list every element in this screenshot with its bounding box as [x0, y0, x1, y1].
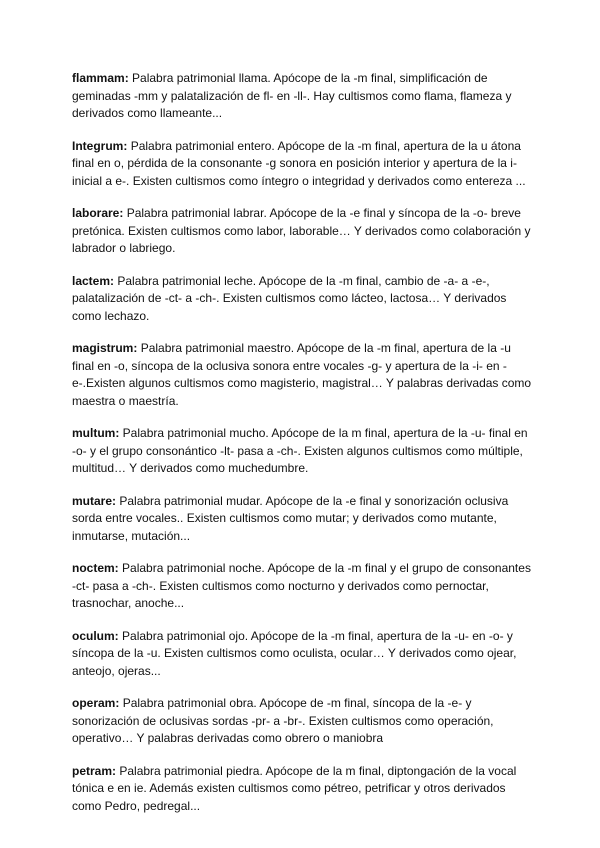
entry-lactem [72, 273, 532, 326]
entry-text: Palabra patrimonial maestro. Apócope de la -m final, apertura de la -u final en -o, síncopa de la oclusiva sonora entre vocales -g- y apertura de la -i- en -e-.Existen algunos cultismos como magisterio, magistral… Y palabras derivadas como maestra o maestría. [72, 341, 532, 408]
entry-laborare [72, 205, 532, 258]
entry-text: Palabra patrimonial mudar. Apócope de la -e final y sonorización oclusiva sorda entre vocales.. Existen cultismos como mutar; y derivados como mutante, inmutarse, mutación... [72, 493, 509, 543]
entry-text: Palabra patrimonial leche. Apócope de la -m final, cambio de -a- a -e-, palatalización de -ct- a -ch-. Existen cultismos como lácteo, lactosa… Y derivados como lechazo. [72, 273, 507, 323]
entry-term: mutare: [72, 493, 117, 508]
entry-term: lactem: [72, 273, 115, 288]
entry-term: operam: [72, 696, 120, 710]
entry-term: noctem: [72, 561, 119, 575]
entry-term: multum: [72, 426, 120, 440]
entry-multum [72, 425, 532, 478]
entry-flammam [72, 70, 532, 123]
entry-magistrum [72, 340, 532, 410]
entry-text: Palabra patrimonial obra. Apócope de -m final, síncopa de la -e- y sonorización de oclusivas sordas -pr- a -br-. Existen cultismos como operación, operativo… Y palabras derivadas como obrero o maniobra [72, 696, 494, 745]
entry-term: petram: [72, 763, 117, 778]
entry-oculum [72, 628, 532, 681]
entry-integrum [72, 138, 532, 191]
entry-text: Palabra patrimonial llama. Apócope de la -m final, simplificación de geminadas -mm y palatalización de fl- en -ll-. Hay cultismos como flama, flameza y derivados como llameante... [72, 71, 512, 120]
entry-term: magistrum: [72, 341, 138, 355]
document-page [72, 70, 532, 830]
entry-text: Palabra patrimonial piedra. Apócope de la m final, diptongación de la vocal tónica e en ie. Además existen cultismos como pétreo, petrificar y otros derivados como Pedro, pedregal... [72, 763, 517, 813]
entry-term: flammam: [72, 71, 129, 85]
entry-operam [72, 695, 532, 748]
entry-petram [72, 763, 532, 816]
entry-noctem [72, 560, 532, 613]
entry-text: Palabra patrimonial labrar. Apócope de la -e final y síncopa de la -o- breve pretónica. Existen cultismos como labor, laborable… Y derivados como colaboración y labrador o labriego. [72, 206, 531, 255]
entry-text: Palabra patrimonial noche. Apócope de la -m final y el grupo de consonantes -ct- pasa a -ch-. Existen cultismos como nocturno y derivados como pernoctar, trasnochar, anoche... [72, 561, 531, 610]
entry-text: Palabra patrimonial ojo. Apócope de la -m final, apertura de la -u- en -o- y síncopa de la -u. Existen cultismos como oculista, ocular… Y derivados como ojear, anteojo, ojeras... [72, 628, 517, 678]
entry-term: oculum: [72, 628, 119, 643]
entry-text: Palabra patrimonial mucho. Apócope de la m final, apertura de la -u- final en -o- y el grupo consonántico -lt- pasa a -ch-. Existen algunos cultismos como múltiple, multitud… Y derivados como muchedumbre. [72, 426, 528, 475]
entry-term: Integrum: [72, 138, 128, 153]
entry-text: Palabra patrimonial entero. Apócope de la -m final, apertura de la u átona final en o, pérdida de la consonante -g sonora en posición interior y apertura de la i- inicial a e-. Existen cultismos como íntegro o integridad y derivados como entereza ... [72, 138, 526, 188]
entry-term: laborare: [72, 206, 124, 220]
entry-mutare [72, 493, 532, 546]
